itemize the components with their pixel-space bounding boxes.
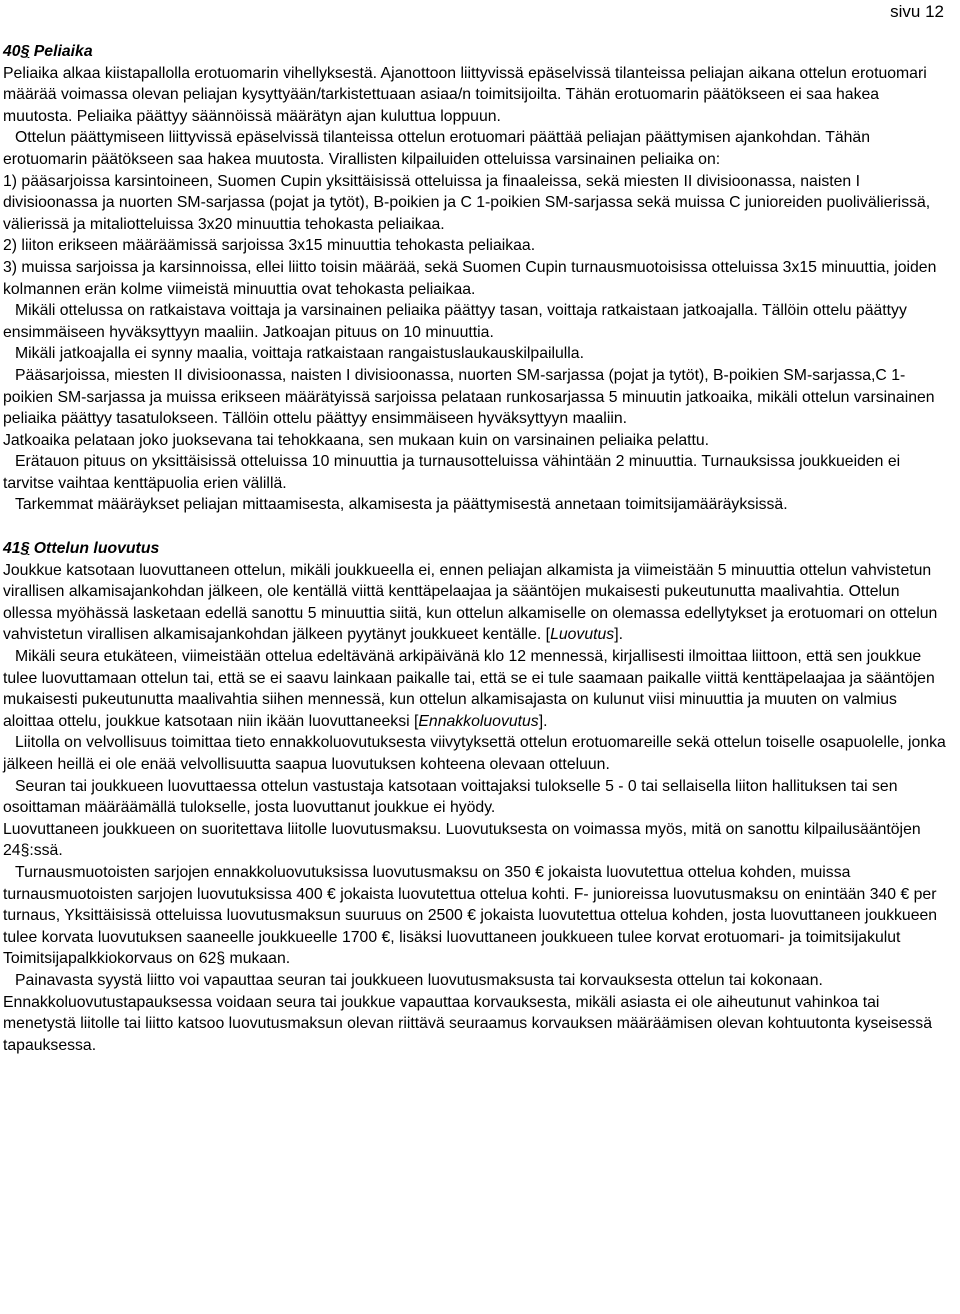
section-41-paragraph xyxy=(3,646,949,732)
section-41-paragraph: Painavasta syystä liitto voi vapauttaa seuran tai joukkueen luovutusmaksusta tai korvauksesta ottelun tai kokonaan. Ennakkoluovutustapauksessa voidaan seura tai joukkue vapauttaa korvauksesta, mikäli asiasta ei ole aiheutunut vahinkoa tai menetystä liitolle tai liitto katsoo luovutusmaksun olevan riittävä seuraamus korvauksen määräämisen olevan kohtuutonta kyseisessä tapauksessa. xyxy=(3,971,932,1054)
rule-reference: Luovutus xyxy=(550,626,615,644)
section-41-heading xyxy=(3,538,949,560)
paragraph-text: Mikäli seura etukäteen, viimeistään ottelua edeltävänä arkipäivänä klo 12 mennessä, kirjallisesti ilmoittaa liittoon, että sen joukkue tulee luovuttamaan ottelun tai, että se ei saavu lainkaan paikalle tai, että se ei tule saamaan paikalle viittä kenttäpelaajaa ja sääntöjen mukaisesti pukeutunutta maalivahtia siihen mennessä, kun ottelun alkamisajasta on kulunut viisi minuuttia ja muuten on valmius aloittaa ottelu, joukkue katsotaan niin ikään luovuttaneeksi [ xyxy=(3,648,935,730)
paragraph-end: ]. xyxy=(614,626,623,644)
section-40-paragraph: Pääsarjoissa, miesten II divisioonassa, naisten I divisioonassa, nuorten SM-sarjassa (pojat ja tytöt), B-poikien SM-sarjassa,C 1-poikien SM-sarjassa ja muissa erikseen määrätyissä sarjoissa pelataan runkosarjassa 5 minuutin jatkoaika, mikäli ottelun varsinainen peliaika päättyy tasatulokseen. Tällöin ottelu päättyy ensimmäiseen hyväksyttyyn maaliin. xyxy=(3,366,935,428)
section-40-title: Peliaika xyxy=(33,43,93,60)
section-40-number: 40 xyxy=(3,43,21,60)
section-40-list-item: 1) pääsarjoissa karsintoineen, Suomen Cupin yksittäisissä otteluissa ja finaaleissa, sekä miesten II divisioonassa, naisten I divisioonassa ja nuorten SM-sarjassa (pojat ja tytöt), B-poikien ja C 1-poikien SM-sarjassa sekä muissa C junioreiden puolivälierissä, välierissä ja mitaliotteluissa 3x20 minuuttia tehokasta peliaikaa. xyxy=(3,172,931,233)
section-40-paragraph: Mikäli jatkoajalla ei synny maalia, voittaja ratkaistaan rangaistuslaukauskilpailulla. xyxy=(15,345,584,363)
section-40-paragraph: Jatkoaika pelataan joko juoksevana tai tehokkaana, sen mukaan kuin on varsinainen peliaika pelattu. xyxy=(3,431,710,449)
section-40-paragraph: Ottelun päättymiseen liittyvissä epäselvissä tilanteissa ottelun erotuomari päättää peliajan päättymisen ajankohdan. Tähän erotuomarin päätökseen saa hakea muutosta. Virallisten kilpailuiden otteluissa varsinainen peliaika on: xyxy=(3,129,870,168)
section-41-paragraph xyxy=(3,560,949,646)
section-40-paragraph: Tarkemmat määräykset peliajan mittaamisesta, alkamisesta ja päättymisestä annetaan toimitsijamääräyksissä. xyxy=(15,496,788,514)
paragraph-end: ]. xyxy=(538,712,548,730)
rule-reference: Ennakkoluovutus xyxy=(418,712,539,730)
section-40-paragraph: Mikäli ottelussa on ratkaistava voittaja ja varsinainen peliaika päättyy tasan, voittaja ratkaistaan jatkoajalla. Tällöin ottelu päättyy ensimmäiseen hyväksyttyyn maaliin. Jatkoajan pituus on 10 minuuttia. xyxy=(3,302,907,341)
section-41-number: 41 xyxy=(3,540,21,558)
section-41-paragraph: Seuran tai joukkueen luovuttaessa ottelun vastustaja katsotaan voittajaksi tulokselle 5 - 0 tai sellaisella liiton hallituksen tai sen osoittaman määräämällä tulokselle, josta luovuttanut joukkue ei hyödy. xyxy=(3,777,898,817)
section-symbol: § xyxy=(20,540,30,558)
section-41-paragraph: Turnausmuotoisten sarjojen ennakkoluovutuksissa luovutusmaksu on 350 € jokaista luovutettua ottelua kohden, muissa turnausmuotoisten sarjojen luovutuksissa 400 € jokaista luovutettua ottelua kohti. F- junioreissa luovutusmaksu on enintään 340 € per turnaus, Yksittäisissä otteluissa luovutusmaksun suuruus on 2500 € jokaista luovutettua ottelua kohden, josta luovuttaneen joukkueen tulee korvata luovutuksen saaneelle joukkueelle 1700 €, lisäksi luovuttaneen joukkueen tulee korvat erotuomari- ja toimitsijakulut Toimitsijapalkkiokorvaus on 62§ mukaan. xyxy=(3,863,938,968)
section-spacer xyxy=(3,516,949,538)
paragraph-text: Joukkue katsotaan luovuttaneen ottelun, mikäli joukkueella ei, ennen peliajan alkamista ja viimeistään 5 minuuttia ottelun vahvistetun virallisen alkamisajankohdan jälkeen, ole kentällä viittä kenttäpelaajaa ja sääntöjen mukaisesti pukeutunutta maalivahtia. Ottelun ollessa myöhässä lasketaan edellä sanottu 5 minuuttia siitä, kun ottelun alkamiselle on olemassa edellytykset ja erotuomari on ottelun vahvistetun virallisen alkamisajankohdan jälkeen pyytänyt joukkueet kentälle. [ xyxy=(3,561,938,644)
section-40-heading xyxy=(3,41,949,63)
section-41-title: Ottelun luovutus xyxy=(33,540,160,558)
section-symbol: § xyxy=(20,43,30,60)
section-40-paragraph: Peliaika alkaa kiistapallolla erotuomarin vihellyksestä. Ajanottoon liittyvissä epäselvissä tilanteissa peliajan aikana ottelun erotuomari määrää voimassa olevan peliajan kysyttyään/tarkistettuaan asiaa/n toimitsijoilta. Tähän erotuomarin päätökseen ei saa hakea muutosta. Peliaika päättyy säännöissä määrätyn ajan kuluttua loppuun. xyxy=(3,64,927,125)
section-40-list-item: 3) muissa sarjoissa ja karsinnoissa, ellei liitto toisin määrää, sekä Suomen Cupin turnausmuotoisissa otteluissa 3x15 minuuttia, joiden kolmannen erän kolme viimeistä minuuttia ovat tehokasta peliaikaa. xyxy=(3,258,937,298)
section-41-paragraph: Luovuttaneen joukkueen on suoritettava liitolle luovutusmaksu. Luovutuksesta on voimassa myös, mitä on sanottu kilpailusääntöjen 24§:ssä. xyxy=(3,820,921,860)
section-40-list-item: 2) liiton erikseen määräämissä sarjoissa 3x15 minuuttia tehokasta peliaikaa. xyxy=(3,237,536,255)
section-41-paragraph: Liitolla on velvollisuus toimittaa tieto ennakkoluovutuksesta viivytyksettä ottelun erotuomareille sekä ottelun toiselle osapuolelle, jonka jälkeen heillä ei ole enää velvollisuutta saapua luovutuksen kohteena olevaan otteluun. xyxy=(3,734,946,773)
section-40-paragraph: Erätauon pituus on yksittäisissä otteluissa 10 minuuttia ja turnausotteluissa vähintään 2 minuuttia. Turnauksissa joukkueiden ei tarvitse vaihtaa kenttäpuolia erien välillä. xyxy=(3,453,901,492)
document-body xyxy=(3,41,949,1056)
page-number: sivu 12 xyxy=(890,2,944,21)
